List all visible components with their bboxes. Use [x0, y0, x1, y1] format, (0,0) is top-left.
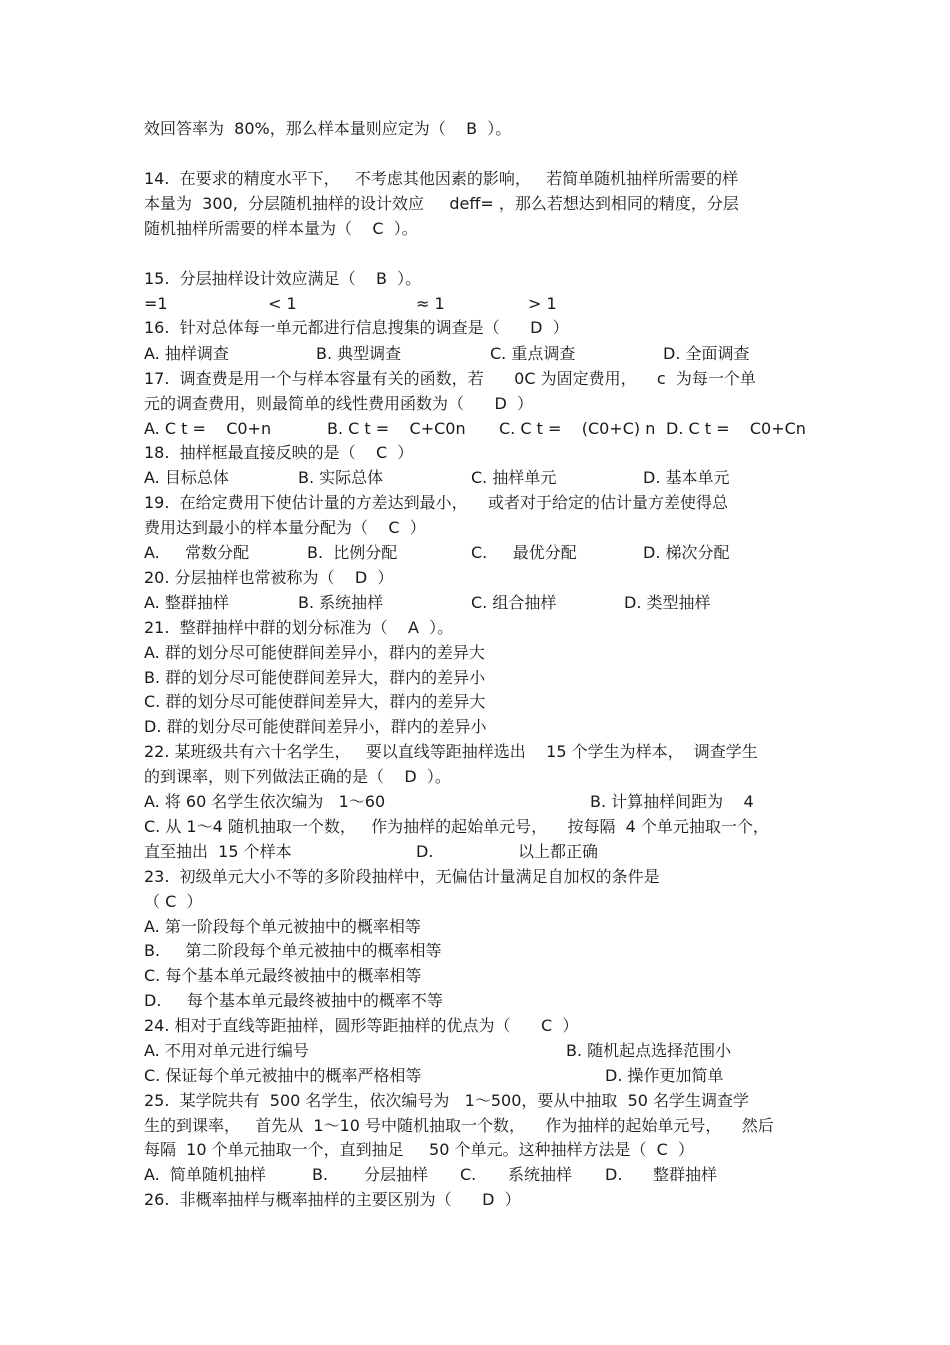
question-25-line-3: 每隔 10 个单元抽取一个，直到抽足 50 个单元。这种抽样方法是（ C ） [144, 1140, 695, 1159]
question-24: 24. 相对于直线等距抽样，圆形等距抽样的优点为（ C ） [144, 1016, 579, 1035]
question-19-line-2: 费用达到最小的样本量分配为（ C ） [144, 518, 426, 537]
option-a: A. C t = C0+n [144, 419, 272, 438]
option-c-text: 系统抽样 [508, 1165, 573, 1184]
option-c: C. 抽样单元 [471, 468, 557, 487]
option-d: D. 类型抽样 [624, 593, 711, 612]
option-d: D. 梯次分配 [643, 543, 730, 562]
option-c: C. 群的划分尽可能使群间差异大，群内的差异大 [144, 692, 486, 711]
option-d-text: 以上都正确 [518, 842, 599, 861]
option-d-text: 整群抽样 [653, 1165, 718, 1184]
option-a: A. 不用对单元进行编号 [144, 1041, 309, 1060]
question-20: 20. 分层抽样也常被称为（ D ） [144, 568, 394, 587]
question-23-line-1: 23. 初级单元大小不等的多阶段抽样中，无偏估计量满足自加权的条件是 [144, 867, 660, 886]
question-21: 21. 整群抽样中群的划分标准为（ A ）。 [144, 618, 454, 637]
option-d: D. 操作更加简单 [605, 1066, 724, 1085]
question-14-line-1: 14. 在要求的精度水平下， 不考虑其他因素的影响， 若简单随机抽样所需要的样 [144, 169, 739, 188]
option-c: C. 组合抽样 [471, 593, 557, 612]
option-b: B. 比例分配 [307, 543, 398, 562]
option-d-label: D. [605, 1165, 623, 1184]
option-b-label: B. [312, 1165, 329, 1184]
question-23-line-2: （ C ） [144, 892, 203, 911]
option-d: D. 每个基本单元最终被抽中的概率不等 [144, 991, 443, 1010]
question-14-line-2: 本量为 300, 分层随机抽样的设计效应 deff= ，那么若想达到相同的精度，分层 [144, 194, 739, 213]
option-d-label: D. [416, 842, 434, 861]
option-a: A. 整群抽样 [144, 593, 229, 612]
question-17-line-1: 17. 调查费是用一个与样本容量有关的函数，若 0C 为固定费用， c 为每一个单 [144, 369, 756, 388]
option-c: C. C t = (C0+C) n [499, 419, 656, 438]
option-c: C. 保证每个单元被抽中的概率严格相等 [144, 1066, 422, 1085]
option-a: A. 第一阶段每个单元被抽中的概率相等 [144, 917, 421, 936]
option-c-label: C. [460, 1165, 477, 1184]
option-c-continued: 直至抽出 15 个样本 [144, 842, 292, 861]
option-a: A. 群的划分尽可能使群间差异小，群内的差异大 [144, 643, 485, 662]
option-b: B. C t = C+C0n [327, 419, 466, 438]
option-b: B. 群的划分尽可能使群间差异大，群内的差异小 [144, 668, 486, 687]
option-b-text: 分层抽样 [364, 1165, 429, 1184]
option-a: A. 常数分配 [144, 543, 250, 562]
question-14-line-3: 随机抽样所需要的样本量为（ C ）。 [144, 219, 418, 238]
option-b: B. 计算抽样间距为 4 [590, 792, 754, 811]
option-b: B. 典型调查 [316, 344, 402, 363]
question-25-line-2: 生的到课率， 首先从 1～10 号中随机抽取一个数， 作为抽样的起始单元号， 然后 [144, 1116, 774, 1135]
option-b: B. 系统抽样 [298, 593, 384, 612]
option: ≈ 1 [416, 294, 445, 313]
option: =1 [144, 294, 168, 313]
option-a: A. 简单随机抽样 [144, 1165, 266, 1184]
option-b: B. 随机起点选择范围小 [566, 1041, 732, 1060]
option-c: C. 最优分配 [471, 543, 577, 562]
option-d: D. C t = C0+Cn [666, 419, 806, 438]
text-line: 效回答率为 80%，那么样本量则应定为（ B ）。 [144, 119, 512, 138]
question-16: 16. 针对总体每一单元都进行信息搜集的调查是（ D ） [144, 318, 569, 337]
option-c: C. 每个基本单元最终被抽中的概率相等 [144, 966, 422, 985]
option-c: C. 从 1～4 随机抽取一个数， 作为抽样的起始单元号， 按每隔 4 个单元抽取一个， [144, 817, 769, 836]
question-22-line-1: 22. 某班级共有六十名学生， 要以直线等距抽样选出 15 个学生为样本， 调查学生 [144, 742, 758, 761]
option: > 1 [528, 294, 557, 313]
option-a: A. 将 60 名学生依次编为 1～60 [144, 792, 386, 811]
question-22-line-2: 的到课率，则下列做法正确的是（ D ）。 [144, 767, 451, 786]
option-a: A. 目标总体 [144, 468, 229, 487]
question-15: 15. 分层抽样设计效应满足（ B ）。 [144, 269, 422, 288]
question-25-line-1: 25. 某学院共有 500 名学生，依次编号为 1～500，要从中抽取 50 名学生调查学 [144, 1091, 750, 1110]
question-26: 26. 非概率抽样与概率抽样的主要区别为（ D ） [144, 1190, 521, 1209]
option-a: A. 抽样调查 [144, 344, 229, 363]
question-17-line-2: 元的调查费用，则最简单的线性费用函数为（ D ） [144, 394, 534, 413]
question-19-line-1: 19. 在给定费用下使估计量的方差达到最小， 或者对于给定的估计量方差使得总 [144, 493, 728, 512]
option-d: D. 基本单元 [643, 468, 730, 487]
option-b: B. 第二阶段每个单元被抽中的概率相等 [144, 941, 442, 960]
option-d: D. 群的划分尽可能使群间差异小，群内的差异小 [144, 717, 487, 736]
option-b: B. 实际总体 [298, 468, 384, 487]
question-18: 18. 抽样框最直接反映的是（ C ） [144, 443, 414, 462]
option-c: C. 重点调查 [490, 344, 576, 363]
option: < 1 [268, 294, 297, 313]
option-d: D. 全面调查 [663, 344, 750, 363]
